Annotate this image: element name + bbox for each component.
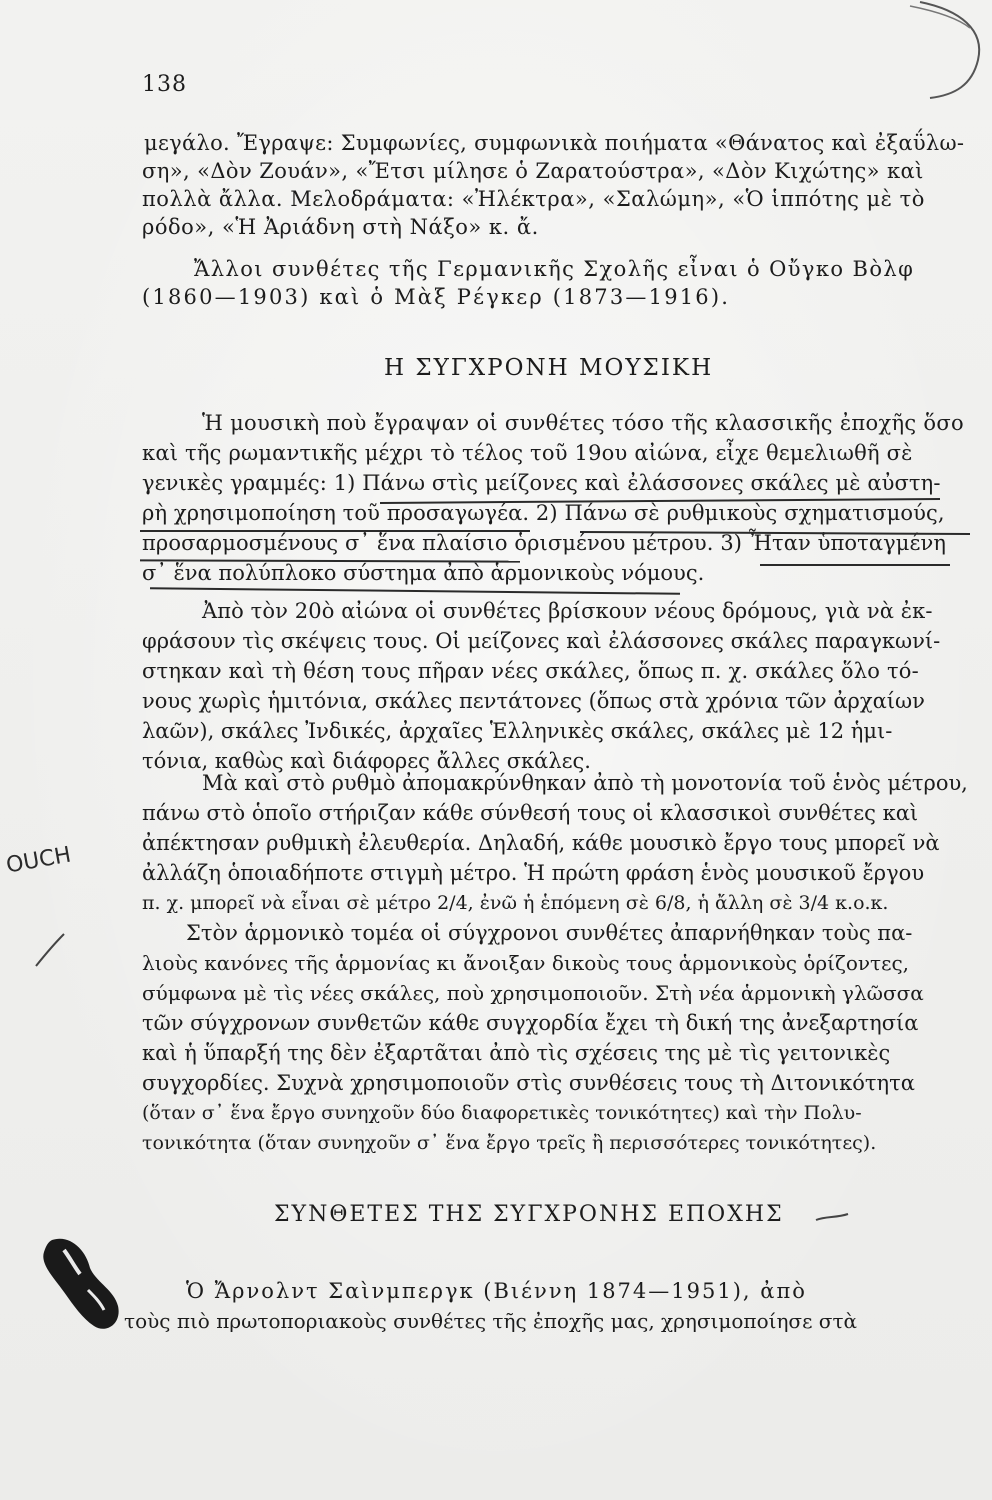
text-line: π. χ. μπορεῖ νὰ εἶναι σὲ μέτρο 2/4, ἐνῶ ἡ ἑπόμενη σὲ 6/8, ἡ ἄλλη σὲ 3/4 κ.ο.κ. (142, 892, 889, 914)
text-line: (1860—1903) καὶ ὁ Μὰξ Ρέγκερ (1873—1916). (142, 285, 731, 309)
pen-scribble-top-right (900, 0, 992, 110)
text-line: Ἡ μουσικὴ ποὺ ἔγραψαν οἱ συνθέτες τόσο τῆς κλασσικῆς ἐποχῆς ὅσο (202, 411, 964, 435)
text-line: προσαρμοσμένους σ᾽ ἕνα πλαίσιο ὁρισμένου μέτρου. 3) Ἦταν ὑποταγμένη (142, 531, 947, 555)
text-line: γενικὲς γραμμές: 1) Πάνω στὶς μείζονες καὶ ἐλάσσονες σκάλες μὲ αὐστη- (142, 471, 941, 495)
text-line: ἀπέκτησαν ρυθμικὴ ἐλευθερία. Δηλαδή, κάθε μουσικὸ ἔργο τους μπορεῖ νὰ (142, 831, 940, 855)
pen-mark-heading (812, 1208, 852, 1228)
text-line: τοὺς πιὸ πρωτοποριακοὺς συνθέτες τῆς ἐποχῆς μας, χρησιμοποίησε στὰ (124, 1309, 858, 1333)
text-line: σύμφωνα μὲ τὶς νέες σκάλες, ποὺ χρησιμοποιοῦν. Στὴ νέα ἁρμονικὴ γλῶσσα (142, 981, 924, 1005)
section-heading: Η ΣΥΓΧΡΟΝΗ ΜΟΥΣΙΚΗ (384, 355, 714, 381)
text-line: καὶ ἡ ὕπαρξή της δὲν ἐξαρτᾶται ἀπὸ τὶς σχέσεις της μὲ τὶς γειτονικὲς (142, 1041, 891, 1065)
pen-underline (760, 564, 950, 566)
text-line: Ἄλλοι συνθέτες τῆς Γερμανικῆς Σχολῆς εἶναι ὁ Οὔγκο Βὸλφ (194, 257, 915, 281)
ink-blot (30, 1230, 130, 1340)
text-line: καὶ τῆς ρωμαντικῆς μέχρι τὸ τέλος τοῦ 19ου αἰώνα, εἶχε θεμελιωθῆ σὲ (142, 441, 913, 465)
text-line: Ἀπὸ τὸν 20ὸ αἰώνα οἱ συνθέτες βρίσκουν νέους δρόμους, γιὰ νὰ ἐκ- (202, 599, 933, 623)
margin-note: OUCH (4, 842, 74, 879)
paragraph-harmony (118, 920, 958, 1160)
text-line: ρὴ χρησιμοποίηση τοῦ προσαγωγέα. 2) Πάνω σὲ ρυθμικοὺς σχηματισμούς, (142, 501, 945, 525)
text-line: στηκαν καὶ τὴ θέση τους πῆραν νέες σκάλες, ὅπως π. χ. σκάλες ὅλο τό- (142, 659, 919, 683)
text-line: νους χωρὶς ἡμιτόνια, σκάλες πεντάτονες (ὅπως στὰ χρόνια τῶν ἀρχαίων (142, 689, 925, 713)
text-line: ἀλλάζη ὁποιαδήποτε στιγμὴ μέτρο. Ἡ πρώτη φράση ἑνὸς μουσικοῦ ἔργου (142, 861, 925, 885)
text-line: σ᾽ ἕνα πολύπλοκο σύστημα ἀπὸ ἁρμονικοὺς νόμους. (142, 561, 705, 585)
text-line: φράσουν τὶς σκέψεις τους. Οἱ μείζονες καὶ ἐλάσσονες σκάλες παραγκωνί- (142, 629, 941, 653)
text-line: ση», «Δὸν Ζουάν», «Ἔτσι μίλησε ὁ Ζαρατούστρα», «Δὸν Κιχώτης» καὶ (142, 159, 924, 183)
text-line: λιοὺς κανόνες τῆς ἁρμονίας κι ἄνοιξαν δικοὺς τους ἁρμονικοὺς ὁρίζοντες, (142, 951, 910, 975)
section-heading: ΣΥΝΘΕΤΕΣ ΤΗΣ ΣΥΓΧΡΟΝΗΣ ΕΠΟΧΗΣ (274, 1202, 784, 1227)
pen-underline (140, 530, 530, 532)
text-line: τόνια, καθὼς καὶ διάφορες ἄλλες σκάλες. (142, 749, 591, 773)
text-line: πάνω στὸ ὁποῖο στήριζαν κάθε σύνθεσή τους οἱ κλασσικοὶ συνθέτες καὶ (142, 801, 919, 825)
paragraph-rhythm (118, 770, 968, 920)
page-number: 138 (142, 72, 187, 97)
text-line: Στὸν ἁρμονικὸ τομέα οἱ σύγχρονοι συνθέτες ἀπαρνήθηκαν τοὺς πα- (186, 921, 913, 945)
text-line: τῶν σύγχρονων συνθετῶν κάθε συγχορδία ἔχει τὴ δική της ἀνεξαρτησία (142, 1011, 919, 1035)
text-line: μεγάλο. Ἔγραψε: Συμφωνίες, συμφωνικὰ ποιήματα «Θάνατος καὶ ἐξαΰλω- (144, 131, 965, 155)
paragraph-1 (118, 130, 965, 240)
text-line: τονικότητα (ὅταν συνηχοῦν σ᾽ ἕνα ἔργο τρεῖς ἢ περισσότερες τονικότητες). (142, 1132, 877, 1154)
text-line: συγχορδίες. Συχνὰ χρησιμοποιοῦν στὶς συνθέσεις τους τὴ Διτονικότητα (142, 1071, 915, 1095)
text-line: πολλὰ ἄλλα. Μελοδράματα: «Ἠλέκτρα», «Σαλώμη», «Ὁ ἱππότης μὲ τὸ (142, 187, 925, 211)
text-line: ρόδο», «Ἡ Ἀριάδνη στὴ Νάξο» κ. ἄ. (142, 215, 539, 239)
paragraph-2 (118, 256, 958, 316)
text-line: (ὅταν σ᾽ ἕνα ἔργο συνηχοῦν δύο διαφορετικὲς τονικότητες) καὶ τὴν Πολυ- (142, 1102, 862, 1124)
text-line: Ὁ Ἄρνολντ Σαὶνμπεργκ (Βιέννη 1874—1951), ἀπὸ (186, 1279, 807, 1303)
text-line: λαῶν), σκάλες Ἰνδικές, ἀρχαῖες Ἑλληνικὲς σκάλες, σκάλες μὲ 12 ἡμι- (142, 719, 893, 743)
paragraph-schoenberg (118, 1278, 958, 1348)
paragraph-20th-century (118, 598, 958, 778)
pen-mark-margin (30, 930, 70, 970)
text-line: Μὰ καὶ στὸ ρυθμὸ ἀπομακρύνθηκαν ἀπὸ τὴ μονοτονία τοῦ ἑνὸς μέτρου, (202, 771, 968, 795)
